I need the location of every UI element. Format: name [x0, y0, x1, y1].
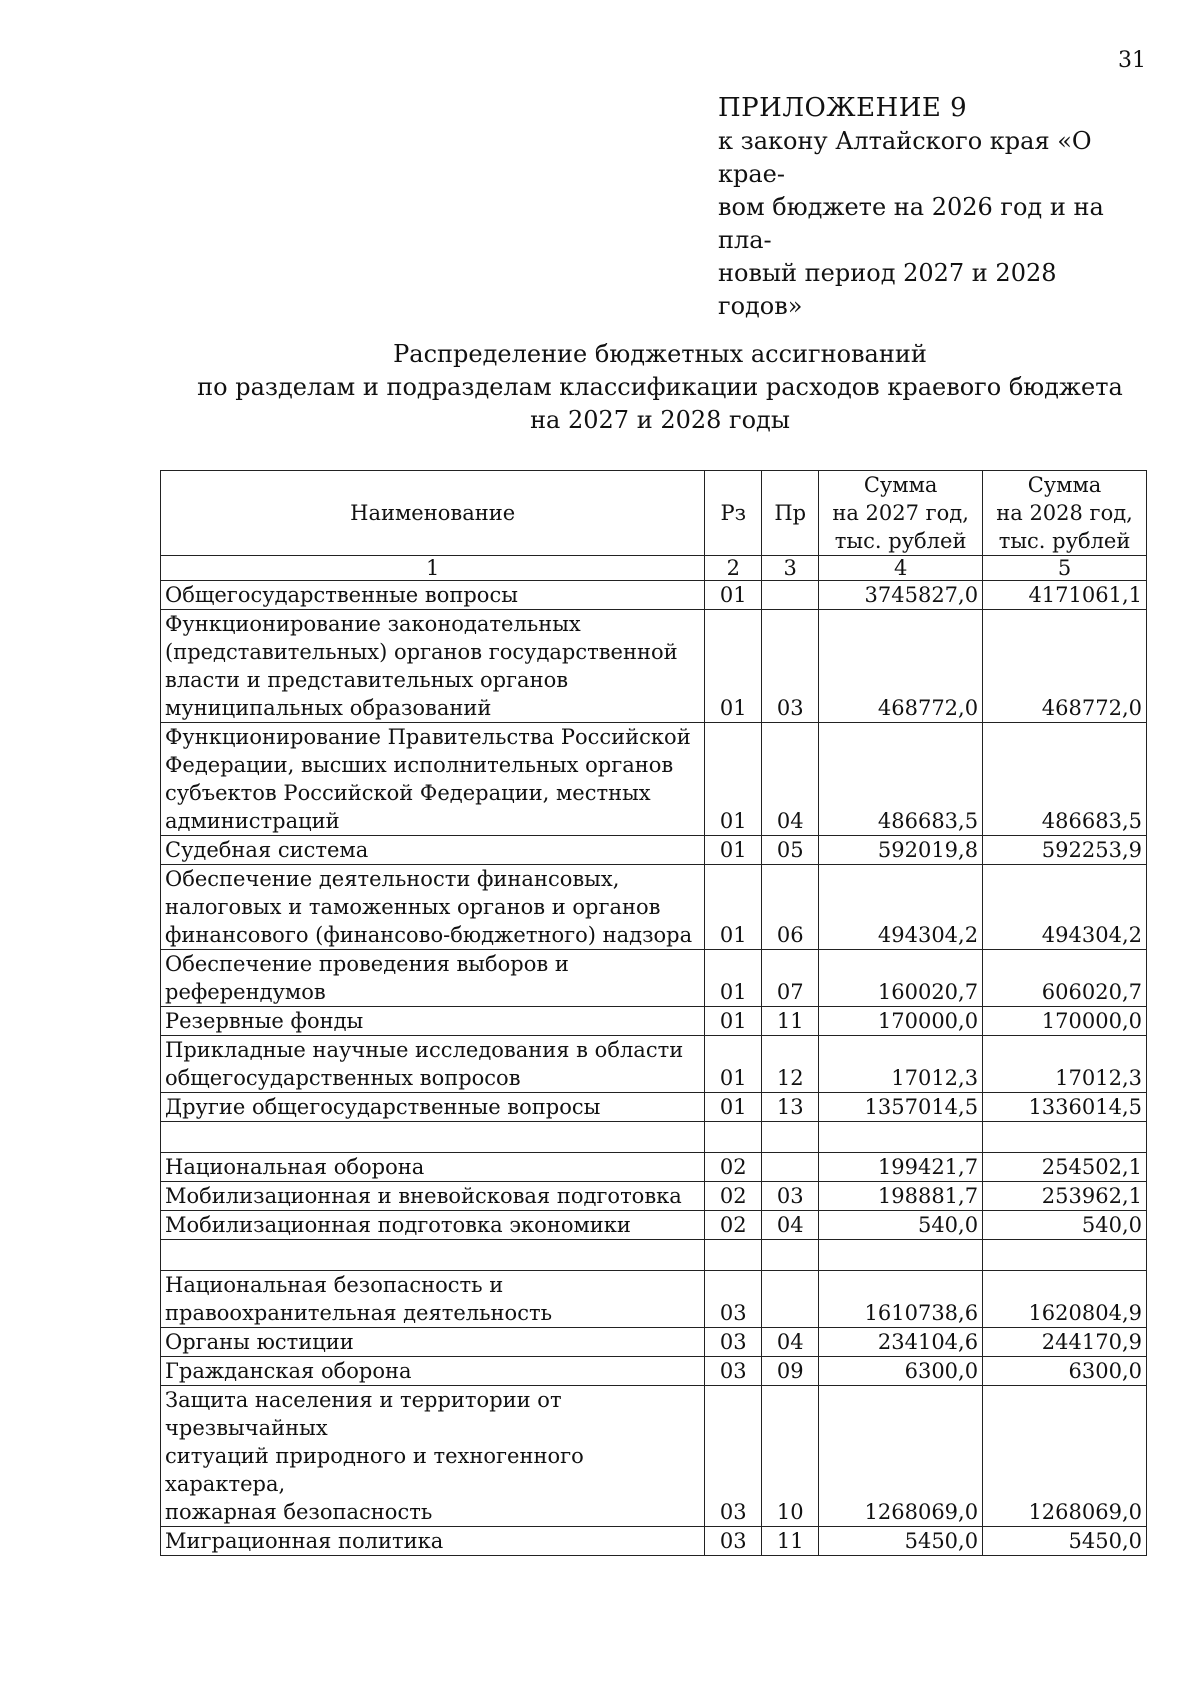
row-name	[161, 1182, 705, 1211]
row-rz: 03	[705, 1386, 762, 1527]
row-pr: 04	[762, 1328, 819, 1357]
row-pr	[762, 581, 819, 610]
row-pr: 03	[762, 610, 819, 723]
table-spacer-row	[161, 1122, 1147, 1153]
row-sum-2028: 1268069,0	[983, 1386, 1147, 1527]
header-rz: Рз	[705, 471, 762, 556]
row-name-line: (представительных) органов государственной	[165, 640, 678, 664]
row-name	[161, 1036, 705, 1093]
row-rz: 01	[705, 581, 762, 610]
row-name-line: Резервные фонды	[165, 1009, 364, 1033]
table-row	[161, 1527, 1147, 1556]
empty-cell	[819, 1122, 983, 1153]
row-sum-2028: 606020,7	[983, 950, 1147, 1007]
heading-line: Распределение бюджетных ассигнований	[393, 340, 927, 368]
row-name-line: общегосударственных вопросов	[165, 1066, 521, 1090]
row-name	[161, 1527, 705, 1556]
row-sum-2028: 486683,5	[983, 723, 1147, 836]
row-pr: 12	[762, 1036, 819, 1093]
row-pr: 05	[762, 836, 819, 865]
table-row	[161, 1271, 1147, 1328]
row-name-line: Гражданская оборона	[165, 1359, 412, 1383]
row-name-line: пожарная безопасность	[165, 1500, 433, 1524]
column-index: 5	[983, 556, 1147, 581]
row-sum-2028: 494304,2	[983, 865, 1147, 950]
header-sum-2027-line: Сумма	[863, 473, 938, 497]
row-name-line: Мобилизационная и вневойсковая подготовка	[165, 1184, 682, 1208]
page-number: 31	[1118, 48, 1146, 73]
row-name-line: Органы юстиции	[165, 1330, 354, 1354]
column-index: 3	[762, 556, 819, 581]
row-name	[161, 1007, 705, 1036]
row-name-line: Прикладные научные исследования в области	[165, 1038, 684, 1062]
row-name-line: муниципальных образований	[165, 696, 492, 720]
row-rz: 01	[705, 1093, 762, 1122]
row-name	[161, 950, 705, 1007]
row-name	[161, 723, 705, 836]
row-sum-2027: 17012,3	[819, 1036, 983, 1093]
row-sum-2028: 1336014,5	[983, 1093, 1147, 1122]
row-sum-2027: 160020,7	[819, 950, 983, 1007]
heading-line: по разделам и подразделам классификации расходов краевого бюджета	[197, 373, 1123, 401]
row-name-line: финансового (финансово-бюджетного) надзора	[165, 923, 693, 947]
budget-table-body	[161, 581, 1147, 1556]
row-name-line: Защита населения и территории от чрезвычайных	[165, 1388, 562, 1440]
row-name-line: Обеспечение деятельности финансовых,	[165, 867, 620, 891]
row-sum-2028: 5450,0	[983, 1527, 1147, 1556]
budget-table	[160, 470, 1147, 1556]
empty-cell	[819, 1240, 983, 1271]
row-name-line: Функционирование Правительства Российской	[165, 725, 691, 749]
table-row	[161, 1093, 1147, 1122]
row-pr: 04	[762, 723, 819, 836]
row-name	[161, 836, 705, 865]
table-row	[161, 1007, 1147, 1036]
row-name-line: правоохранительная деятельность	[165, 1301, 553, 1325]
row-sum-2028: 244170,9	[983, 1328, 1147, 1357]
header-sum-2027	[819, 471, 983, 556]
row-sum-2028: 254502,1	[983, 1153, 1147, 1182]
row-sum-2027: 486683,5	[819, 723, 983, 836]
empty-cell	[983, 1240, 1147, 1271]
table-row	[161, 1036, 1147, 1093]
row-name-line: Мобилизационная подготовка экономики	[165, 1213, 631, 1237]
table-row	[161, 1182, 1147, 1211]
column-index: 1	[161, 556, 705, 581]
row-sum-2027: 1610738,6	[819, 1271, 983, 1328]
row-name-line: Общегосударственные вопросы	[165, 583, 518, 607]
table-row	[161, 723, 1147, 836]
empty-cell	[705, 1122, 762, 1153]
row-pr: 07	[762, 950, 819, 1007]
table-row	[161, 950, 1147, 1007]
row-name-line: власти и представительных органов	[165, 668, 569, 692]
table-row	[161, 610, 1147, 723]
table-header-row	[161, 471, 1147, 556]
header-sum-2027-line: тыс. рублей	[834, 529, 967, 553]
row-rz: 03	[705, 1357, 762, 1386]
row-name-line: Функционирование законодательных	[165, 612, 581, 636]
row-pr	[762, 1271, 819, 1328]
row-rz: 02	[705, 1182, 762, 1211]
row-rz: 02	[705, 1211, 762, 1240]
appendix-line: новый период 2027 и 2028 годов»	[718, 259, 1057, 320]
row-pr: 13	[762, 1093, 819, 1122]
row-pr: 06	[762, 865, 819, 950]
row-sum-2027: 6300,0	[819, 1357, 983, 1386]
row-sum-2028: 17012,3	[983, 1036, 1147, 1093]
row-name-line: Обеспечение проведения выборов и	[165, 952, 569, 976]
row-pr: 04	[762, 1211, 819, 1240]
row-name-line: субъектов Российской Федерации, местных	[165, 781, 651, 805]
table-row	[161, 1328, 1147, 1357]
row-rz: 03	[705, 1527, 762, 1556]
column-index-row	[161, 556, 1147, 581]
row-name-line: Национальная безопасность и	[165, 1273, 504, 1297]
header-sum-2028-line: Сумма	[1027, 473, 1102, 497]
row-rz: 03	[705, 1271, 762, 1328]
row-pr: 11	[762, 1527, 819, 1556]
empty-cell	[161, 1122, 705, 1153]
row-name-line: ситуаций природного и техногенного характера,	[165, 1444, 584, 1496]
appendix-line: вом бюджете на 2026 год и на пла-	[718, 193, 1104, 254]
row-sum-2028: 4171061,1	[983, 581, 1147, 610]
header-sum-2028-line: тыс. рублей	[998, 529, 1131, 553]
row-name	[161, 610, 705, 723]
row-rz: 02	[705, 1153, 762, 1182]
table-row	[161, 1211, 1147, 1240]
table-spacer-row	[161, 1240, 1147, 1271]
row-name	[161, 1093, 705, 1122]
document-heading	[150, 338, 1170, 437]
row-sum-2027: 198881,7	[819, 1182, 983, 1211]
row-name-line: Судебная система	[165, 838, 369, 862]
appendix-block	[718, 92, 1148, 323]
header-sum-2028-line: на 2028 год,	[996, 501, 1133, 525]
row-name-line: администраций	[165, 809, 340, 833]
row-sum-2027: 592019,8	[819, 836, 983, 865]
row-pr: 10	[762, 1386, 819, 1527]
row-sum-2027: 540,0	[819, 1211, 983, 1240]
row-rz: 01	[705, 865, 762, 950]
column-index: 4	[819, 556, 983, 581]
row-sum-2027: 494304,2	[819, 865, 983, 950]
header-sum-2027-line: на 2027 год,	[832, 501, 969, 525]
row-sum-2028: 1620804,9	[983, 1271, 1147, 1328]
row-rz: 01	[705, 1007, 762, 1036]
row-sum-2027: 170000,0	[819, 1007, 983, 1036]
row-name	[161, 1328, 705, 1357]
empty-cell	[161, 1240, 705, 1271]
empty-cell	[705, 1240, 762, 1271]
table-row	[161, 1357, 1147, 1386]
appendix-title: ПРИЛОЖЕНИЕ 9	[718, 93, 968, 123]
row-name-line: Федерации, высших исполнительных органов	[165, 753, 674, 777]
row-rz: 01	[705, 1036, 762, 1093]
row-sum-2027: 234104,6	[819, 1328, 983, 1357]
header-name: Наименование	[161, 471, 705, 556]
row-name-line: налоговых и таможенных органов и органов	[165, 895, 661, 919]
row-sum-2027: 1357014,5	[819, 1093, 983, 1122]
row-name	[161, 1211, 705, 1240]
row-name	[161, 1386, 705, 1527]
row-sum-2028: 540,0	[983, 1211, 1147, 1240]
row-sum-2028: 6300,0	[983, 1357, 1147, 1386]
row-pr: 03	[762, 1182, 819, 1211]
heading-line: на 2027 и 2028 годы	[530, 406, 790, 434]
row-sum-2027: 3745827,0	[819, 581, 983, 610]
row-name	[161, 1153, 705, 1182]
row-name	[161, 1271, 705, 1328]
row-name-line: Другие общегосударственные вопросы	[165, 1095, 601, 1119]
empty-cell	[762, 1240, 819, 1271]
row-rz: 01	[705, 836, 762, 865]
row-pr: 09	[762, 1357, 819, 1386]
table-row	[161, 1153, 1147, 1182]
table-row	[161, 865, 1147, 950]
row-sum-2028: 253962,1	[983, 1182, 1147, 1211]
row-rz: 01	[705, 950, 762, 1007]
row-sum-2028: 170000,0	[983, 1007, 1147, 1036]
empty-cell	[762, 1122, 819, 1153]
row-sum-2027: 1268069,0	[819, 1386, 983, 1527]
row-pr: 11	[762, 1007, 819, 1036]
table-row	[161, 836, 1147, 865]
row-pr	[762, 1153, 819, 1182]
row-name	[161, 1357, 705, 1386]
row-name-line: Национальная оборона	[165, 1155, 425, 1179]
row-sum-2028: 468772,0	[983, 610, 1147, 723]
row-rz: 01	[705, 723, 762, 836]
table-row	[161, 581, 1147, 610]
row-sum-2027: 5450,0	[819, 1527, 983, 1556]
table-row	[161, 1386, 1147, 1527]
row-sum-2027: 199421,7	[819, 1153, 983, 1182]
row-name	[161, 581, 705, 610]
row-sum-2028: 592253,9	[983, 836, 1147, 865]
column-index: 2	[705, 556, 762, 581]
row-name	[161, 865, 705, 950]
row-name-line: Миграционная политика	[165, 1529, 444, 1553]
header-sum-2028	[983, 471, 1147, 556]
appendix-line: к закону Алтайского края «О крае-	[718, 127, 1092, 188]
row-sum-2027: 468772,0	[819, 610, 983, 723]
row-rz: 01	[705, 610, 762, 723]
header-pr: Пр	[762, 471, 819, 556]
empty-cell	[983, 1122, 1147, 1153]
row-rz: 03	[705, 1328, 762, 1357]
row-name-line: референдумов	[165, 980, 326, 1004]
